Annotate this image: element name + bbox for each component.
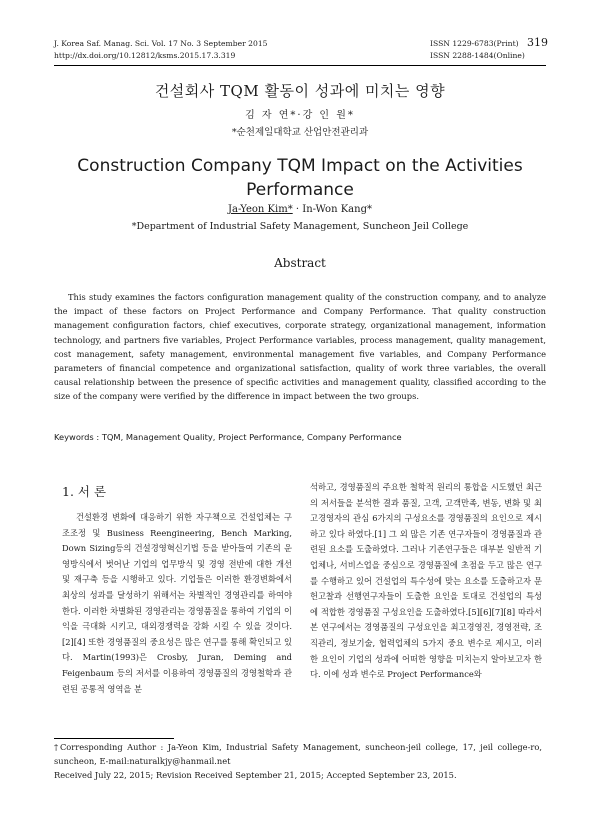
footnote-divider bbox=[54, 738, 174, 739]
english-affiliation: *Department of Industrial Safety Management, Suncheon Jeil College bbox=[131, 221, 469, 232]
co-author: · In-Won Kang* bbox=[292, 204, 372, 215]
keywords-line: Keywords : TQM, Management Quality, Project Performance, Company Performance bbox=[54, 432, 402, 442]
header-divider bbox=[54, 65, 546, 66]
english-title: Construction Company TQM Impact on the Activities Performance bbox=[77, 156, 523, 200]
korean-authors: 김 자 연*·강 인 원* bbox=[245, 110, 355, 121]
issn-online: ISSN 2288-1484(Online) bbox=[430, 51, 525, 60]
korean-title: 건설회사 TQM 활동이 성과에 미치는 영향 bbox=[154, 82, 446, 100]
issn-print: ISSN 1229-6783(Print) bbox=[430, 39, 519, 48]
korean-affiliation: *순천제일대학교 산업안전관리과 bbox=[231, 127, 369, 138]
journal-citation: J. Korea Saf. Manag. Sci. Vol. 17 No. 3 September 2015 bbox=[54, 39, 268, 48]
abstract-body: This study examines the factors configuration management quality of the construction company, and to analyze the impact of these factors on Project Performance and Company Performance. That quality construction management configuration factors, chief executives, corporate strategy, organizational management, information technology, and partners five variables, Project Performance variables, process management, quality management, cost management, safety management, environmental management five variables, and Company Performance parameters of financial competence and organizational satisfaction, quality of work three variables, the overall causal relationship between the presence of specific activities and management quality, classified according to the size of the company were verified by the difference in impact between the two groups. bbox=[54, 292, 546, 402]
english-authors bbox=[54, 204, 546, 215]
footnote bbox=[54, 740, 542, 782]
doi-link[interactable]: http://dx.doi.org/10.12812/ksms.2015.17.3.319 bbox=[54, 51, 236, 60]
section-heading-intro: 1. 서 론 bbox=[62, 484, 107, 499]
page-number: 319 bbox=[527, 36, 548, 49]
abstract-heading: Abstract bbox=[274, 256, 326, 270]
first-author: Ja-Yeon Kim* bbox=[228, 204, 293, 215]
received-dates: Received July 22, 2015; Revision Received September 21, 2015; Accepted September 23, 2015. bbox=[54, 770, 457, 780]
intro-left-column: 건설환경 변화에 대응하기 위한 자구책으로 건설업체는 구조조정 및 Business Reengineering, Bench Marking, Down Sizing등의 건설경영혁신기법 등을 받아들여 기존의 운영방식에서 벗어난 기업의 업무방식 및 경영 전반에 대한 개선 및 재구축 등을 시행하고 있다. 기업들은 이러한 환경변화에서 최상의 성과를 달성하기 위해서는 차별적인 경영관리를 하여야 한다. 이러한 차별화된 경영관리는 경영품질을 통하여 기업의 이익을 극대화 시키고, 대외경쟁력을 강화 시킬 수 있을 것이다. [2][4] 또한 경영품질의 중요성은 많은 연구를 통해 확인되고 있다. Martin(1993)은 Crosby, Juran, Deming and Feigenbaum 등의 저서를 이용하여 경영품질의 경영철학과 관련된 공통적 영역을 분 bbox=[62, 512, 292, 694]
issn-block bbox=[430, 38, 525, 62]
journal-header bbox=[54, 38, 267, 62]
intro-right-column: 석하고, 경영품질의 주요한 철학적 원리의 통합을 시도했던 최근의 저서들을 분석한 결과 품질, 고객, 고객만족, 변동, 변화 및 최고경영자의 관심 6가지의 구성요소를 경영품질의 요인으로 제시 하고 있다 하였다.[1] 그 외 많은 기존 연구자들이 경영품질과 관련된 요소를 도출하였다. 그러나 기존연구들은 대부분 일반적 기업체나, 서비스업을 중심으로 경영품질에 초점을 두고 많은 연구를 수행하고 있어 건설업의 특수성에 맞는 요소를 도출하고자 문헌고찰과 선행연구자들이 도출한 요인을 토대로 건설업의 특성에 적합한 경영품질 구성요인을 도출하였다.[5][6][7][8] 따라서 본 연구에서는 경영품질의 구성요인을 최고경영진, 경영전략, 조직관리, 정보기술, 협력업체의 5가지 중요 변수로 제시고, 이러한 요인이 기업의 성과에 어떠한 영향을 미치는지 알아보고자 한다. 이에 성과 변수로 Project Performance와 bbox=[310, 482, 542, 680]
corresponding-author-note: †Corresponding Author : Ja-Yeon Kim, Industrial Safety Management, suncheon-jeil college, 17, jeil college-ro, suncheon, E-mail:naturalkjy@hanmail.net bbox=[54, 742, 542, 766]
